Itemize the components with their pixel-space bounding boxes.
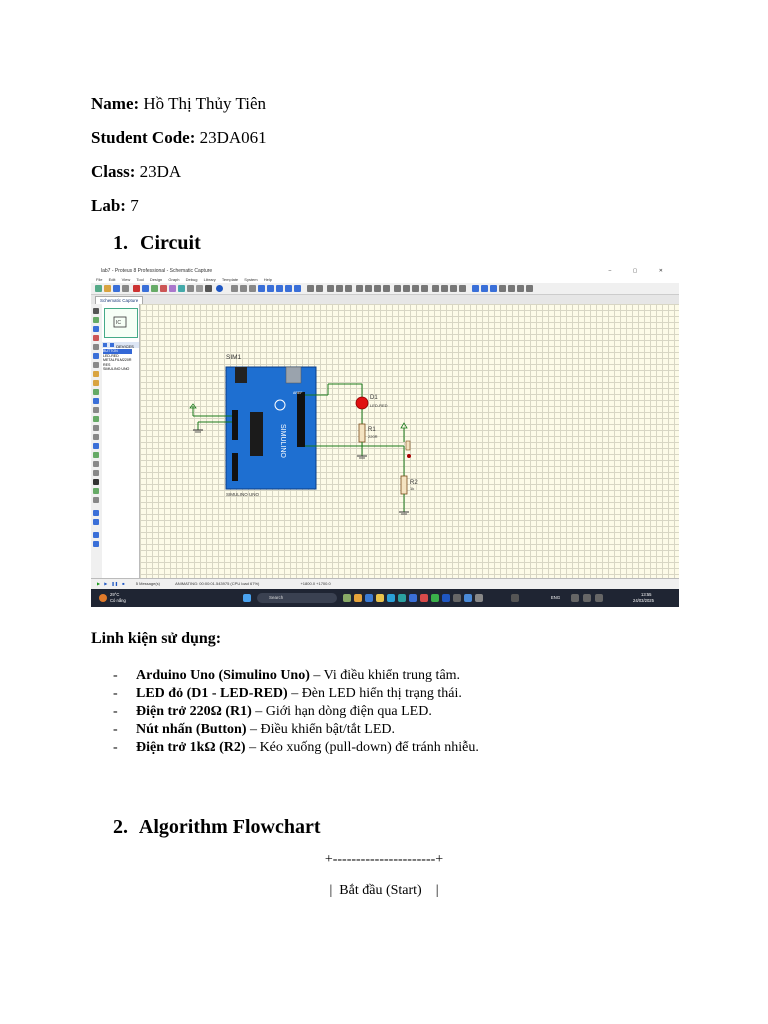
device-item: BUTTON bbox=[103, 349, 132, 354]
electrical-rule-icon bbox=[508, 285, 515, 292]
decompose-icon bbox=[421, 285, 428, 292]
app-icon bbox=[453, 594, 461, 602]
components-heading: Linh kiện sử dụng: bbox=[91, 630, 222, 647]
stop-icon: ■ bbox=[122, 581, 125, 586]
window-controls: – ▢ ✕ bbox=[608, 268, 673, 274]
refresh-icon bbox=[231, 285, 238, 292]
list-marker: - bbox=[113, 704, 118, 719]
generator-icon bbox=[93, 407, 99, 413]
app-toolbar bbox=[91, 283, 679, 295]
app-icon bbox=[464, 594, 472, 602]
component-name: LED đỏ (D1 - LED-RED) bbox=[136, 686, 288, 701]
resistor-r1 bbox=[359, 424, 365, 442]
exit-parent-icon bbox=[490, 285, 497, 292]
wire-autorouter-icon bbox=[432, 285, 439, 292]
search-label: Search bbox=[269, 595, 284, 600]
rotate-ccw-icon bbox=[93, 519, 99, 525]
component-name: Điện trở 220Ω (R1) bbox=[136, 704, 252, 719]
gerber-icon bbox=[160, 285, 167, 292]
list-marker: - bbox=[113, 686, 118, 701]
wire-label-icon bbox=[93, 335, 99, 341]
r1-value: 220R bbox=[368, 434, 378, 439]
class-label: Class: bbox=[91, 162, 136, 181]
symbol-icon bbox=[93, 488, 99, 494]
device-list bbox=[103, 349, 132, 372]
svg-text:IC: IC bbox=[116, 320, 121, 326]
app-title: lab7 - Proteus 8 Professional - Schematic Capture bbox=[101, 268, 213, 274]
new-sheet-icon bbox=[472, 285, 479, 292]
app-menubar bbox=[91, 276, 679, 283]
terminal-icon bbox=[93, 371, 99, 377]
menu-edit: Edit bbox=[108, 277, 116, 282]
status-animating: ANIMATING: 00:00:01.543975 (CPU load 67%) bbox=[175, 581, 260, 586]
bill-of-materials-icon bbox=[499, 285, 506, 292]
select-mode-icon bbox=[93, 308, 99, 314]
zoom-out-icon bbox=[276, 285, 283, 292]
mirror-y-icon bbox=[93, 541, 99, 547]
lab-value: 7 bbox=[125, 196, 139, 215]
student-code-line bbox=[91, 128, 267, 148]
app-titlebar bbox=[91, 267, 679, 276]
preview-symbol bbox=[105, 309, 137, 337]
schematic-icon bbox=[142, 285, 149, 292]
schematic-canvas bbox=[140, 304, 679, 578]
menu-design: Design bbox=[149, 277, 163, 282]
block-move-icon bbox=[365, 285, 372, 292]
tape-icon bbox=[93, 398, 99, 404]
device-item: SIMULINO UNO bbox=[103, 367, 130, 371]
status-coordinates: +1800.0 +1700.0 bbox=[300, 581, 331, 586]
menu-help: Help bbox=[263, 277, 272, 282]
zoom-all-icon bbox=[285, 285, 292, 292]
step-icon: ▶ bbox=[104, 581, 108, 586]
app-icon bbox=[398, 594, 406, 602]
circle-icon bbox=[93, 452, 99, 458]
menu-tool: Tool bbox=[136, 277, 144, 282]
device-item: RES bbox=[103, 362, 111, 367]
component-mode-icon bbox=[93, 317, 99, 323]
schematic-drawing bbox=[140, 304, 679, 578]
copy-icon bbox=[336, 285, 343, 292]
open-folder-icon bbox=[104, 285, 111, 292]
menu-view: View bbox=[121, 277, 131, 282]
notes-icon bbox=[187, 285, 194, 292]
weather-temp: 29°C bbox=[110, 592, 120, 597]
text-icon bbox=[93, 479, 99, 485]
word-icon bbox=[442, 594, 450, 602]
led-d1 bbox=[356, 397, 368, 409]
devices-header bbox=[102, 342, 139, 348]
mirror-x-icon bbox=[93, 532, 99, 538]
netlist-icon bbox=[517, 285, 524, 292]
aref-label: AREF bbox=[293, 391, 303, 395]
section-number: 2. bbox=[113, 816, 128, 838]
component-name: Arduino Uno (Simulino Uno) bbox=[136, 668, 310, 683]
weather-text: Có nắng bbox=[110, 598, 126, 603]
pause-icon: ❚❚ bbox=[111, 581, 119, 586]
lab-line bbox=[91, 196, 139, 216]
subcircuit-icon bbox=[93, 362, 99, 368]
box-icon bbox=[93, 443, 99, 449]
push-button bbox=[406, 441, 410, 450]
chrome-icon bbox=[431, 594, 439, 602]
left-toolbox bbox=[91, 304, 102, 578]
component-name: Điện trở 1kΩ (R2) bbox=[136, 740, 246, 755]
help-icon bbox=[216, 285, 223, 292]
usb-jack bbox=[235, 367, 247, 383]
r2-value: 1k bbox=[410, 486, 415, 491]
overflow-icon bbox=[526, 285, 533, 292]
edge-icon bbox=[387, 594, 395, 602]
path-icon bbox=[93, 470, 99, 476]
list-item bbox=[113, 685, 479, 703]
board-name: SIMULINO UNO bbox=[226, 492, 260, 497]
app-icon bbox=[354, 594, 362, 602]
language-indicator: ENG bbox=[551, 595, 561, 600]
pick-device-icon bbox=[394, 285, 401, 292]
pcb-icon bbox=[151, 285, 158, 292]
zoom-area-icon bbox=[294, 285, 301, 292]
weather-icon bbox=[99, 594, 107, 602]
menu-file: File bbox=[96, 277, 103, 282]
cut-icon bbox=[327, 285, 334, 292]
library-manager-icon bbox=[110, 343, 114, 347]
origin-icon bbox=[249, 285, 256, 292]
menu-debug: Debug bbox=[185, 277, 198, 282]
save-icon bbox=[113, 285, 120, 292]
taskview-icon bbox=[343, 594, 351, 602]
battery-icon bbox=[595, 594, 603, 602]
text-script-icon bbox=[93, 344, 99, 350]
lab-label: Lab: bbox=[91, 196, 126, 215]
device-item: METALFILM220R bbox=[103, 358, 132, 362]
pin-icon bbox=[93, 380, 99, 386]
line-icon bbox=[93, 434, 99, 440]
button-contact bbox=[407, 454, 411, 458]
clock-date: 24/03/2025 bbox=[633, 598, 654, 603]
circuit-screenshot bbox=[91, 267, 679, 607]
menu-template: Template bbox=[221, 277, 239, 282]
proteus-icon bbox=[420, 594, 428, 602]
component-desc: – Kéo xuống (pull-down) để tránh nhiễu. bbox=[245, 740, 479, 755]
power-header bbox=[232, 410, 238, 440]
rotate-cw-icon bbox=[93, 510, 99, 516]
r2-label: R2 bbox=[410, 480, 418, 486]
library-icon bbox=[205, 285, 212, 292]
list-item bbox=[113, 739, 479, 757]
block-delete-icon bbox=[383, 285, 390, 292]
list-item bbox=[113, 667, 479, 685]
store-icon bbox=[409, 594, 417, 602]
devices-header-label: DEVICES bbox=[116, 344, 134, 349]
home-icon bbox=[133, 285, 140, 292]
taskbar-search bbox=[257, 593, 337, 603]
make-device-icon bbox=[403, 285, 410, 292]
d1-label: D1 bbox=[370, 395, 378, 401]
remove-sheet-icon bbox=[481, 285, 488, 292]
status-messages: 5 Message(s) bbox=[135, 581, 161, 586]
probe-icon bbox=[93, 416, 99, 422]
class-value: 23DA bbox=[135, 162, 182, 181]
section-title: Circuit bbox=[140, 232, 201, 254]
packaging-icon bbox=[412, 285, 419, 292]
component-desc: – Đèn LED hiển thị trạng thái. bbox=[287, 686, 462, 701]
arc-icon bbox=[93, 461, 99, 467]
pick-devices-icon bbox=[103, 343, 107, 347]
app-statusbar bbox=[91, 578, 679, 589]
redo-icon bbox=[316, 285, 323, 292]
student-name-line bbox=[91, 94, 266, 114]
device-item: LED-RED bbox=[103, 353, 119, 358]
digital-header bbox=[297, 392, 305, 447]
component-desc: – Vi điều khiển trung tâm. bbox=[309, 668, 461, 683]
grid-icon bbox=[240, 285, 247, 292]
section-heading-flowchart bbox=[113, 816, 321, 839]
undo-icon bbox=[307, 285, 314, 292]
student-code-label: Student Code: bbox=[91, 128, 196, 147]
menu-system: System bbox=[244, 277, 258, 282]
tab-row bbox=[91, 295, 679, 304]
app-icon bbox=[475, 594, 483, 602]
power-terminal-icon bbox=[401, 423, 407, 428]
play-icon: ▶ bbox=[97, 581, 101, 586]
source-icon bbox=[196, 285, 203, 292]
tray-icons bbox=[511, 594, 519, 602]
junction-icon bbox=[93, 326, 99, 332]
property-icon bbox=[450, 285, 457, 292]
app-icon bbox=[365, 594, 373, 602]
block-rotate-icon bbox=[374, 285, 381, 292]
name-value: Hồ Thị Thủy Tiên bbox=[139, 94, 267, 113]
new-file-icon bbox=[95, 285, 102, 292]
pan-icon bbox=[258, 285, 265, 292]
list-item bbox=[113, 721, 479, 739]
component-name: Nút nhấn (Button) bbox=[136, 722, 247, 737]
class-line bbox=[91, 162, 181, 182]
component-desc: – Giới hạn dòng điện qua LED. bbox=[251, 704, 432, 719]
led-label: LED-RED bbox=[370, 403, 388, 408]
board-brand: SIMULINO bbox=[279, 424, 286, 458]
bus-icon bbox=[93, 353, 99, 359]
graph-icon bbox=[93, 389, 99, 395]
device-preview bbox=[104, 308, 138, 338]
search-tag-icon bbox=[441, 285, 448, 292]
list-item bbox=[113, 703, 479, 721]
section-heading-circuit bbox=[113, 232, 201, 255]
block-copy-icon bbox=[356, 285, 363, 292]
microcontroller-chip bbox=[250, 412, 263, 456]
3d-view-icon bbox=[169, 285, 176, 292]
design-explorer-icon bbox=[459, 285, 466, 292]
student-code-value: 23DA061 bbox=[195, 128, 267, 147]
file-explorer-icon bbox=[376, 594, 384, 602]
tab-schematic-capture: Schematic Capture bbox=[95, 296, 143, 305]
windows-taskbar bbox=[91, 589, 679, 607]
components-list bbox=[113, 667, 479, 757]
resistor-r2 bbox=[401, 476, 407, 494]
instrument-icon bbox=[93, 425, 99, 431]
speaker-icon bbox=[583, 594, 591, 602]
list-marker: - bbox=[113, 668, 118, 683]
marker-icon bbox=[93, 497, 99, 503]
print-icon bbox=[122, 285, 129, 292]
zoom-in-icon bbox=[267, 285, 274, 292]
bom-icon bbox=[178, 285, 185, 292]
section-title: Algorithm Flowchart bbox=[138, 816, 321, 838]
section-number: 1. bbox=[113, 232, 128, 254]
list-marker: - bbox=[113, 722, 118, 737]
component-desc: – Điều khiển bật/tắt LED. bbox=[246, 722, 396, 737]
list-marker: - bbox=[113, 740, 118, 755]
flowchart-start-box: | Bắt đầu (Start) | bbox=[329, 883, 439, 898]
power-jack bbox=[286, 367, 301, 383]
flowchart-border-top: +----------------------+ bbox=[324, 852, 444, 867]
device-panel bbox=[102, 304, 140, 578]
menu-library: Library bbox=[203, 277, 216, 282]
clock-time: 13:55 bbox=[641, 592, 652, 597]
wifi-icon bbox=[571, 594, 579, 602]
sim-label: SIM1 bbox=[226, 354, 242, 361]
analog-header bbox=[232, 453, 238, 481]
paste-icon bbox=[345, 285, 352, 292]
name-label: Name: bbox=[91, 94, 140, 113]
menu-graph: Graph bbox=[168, 277, 180, 282]
r1-label: R1 bbox=[368, 427, 376, 433]
start-icon bbox=[243, 594, 251, 602]
